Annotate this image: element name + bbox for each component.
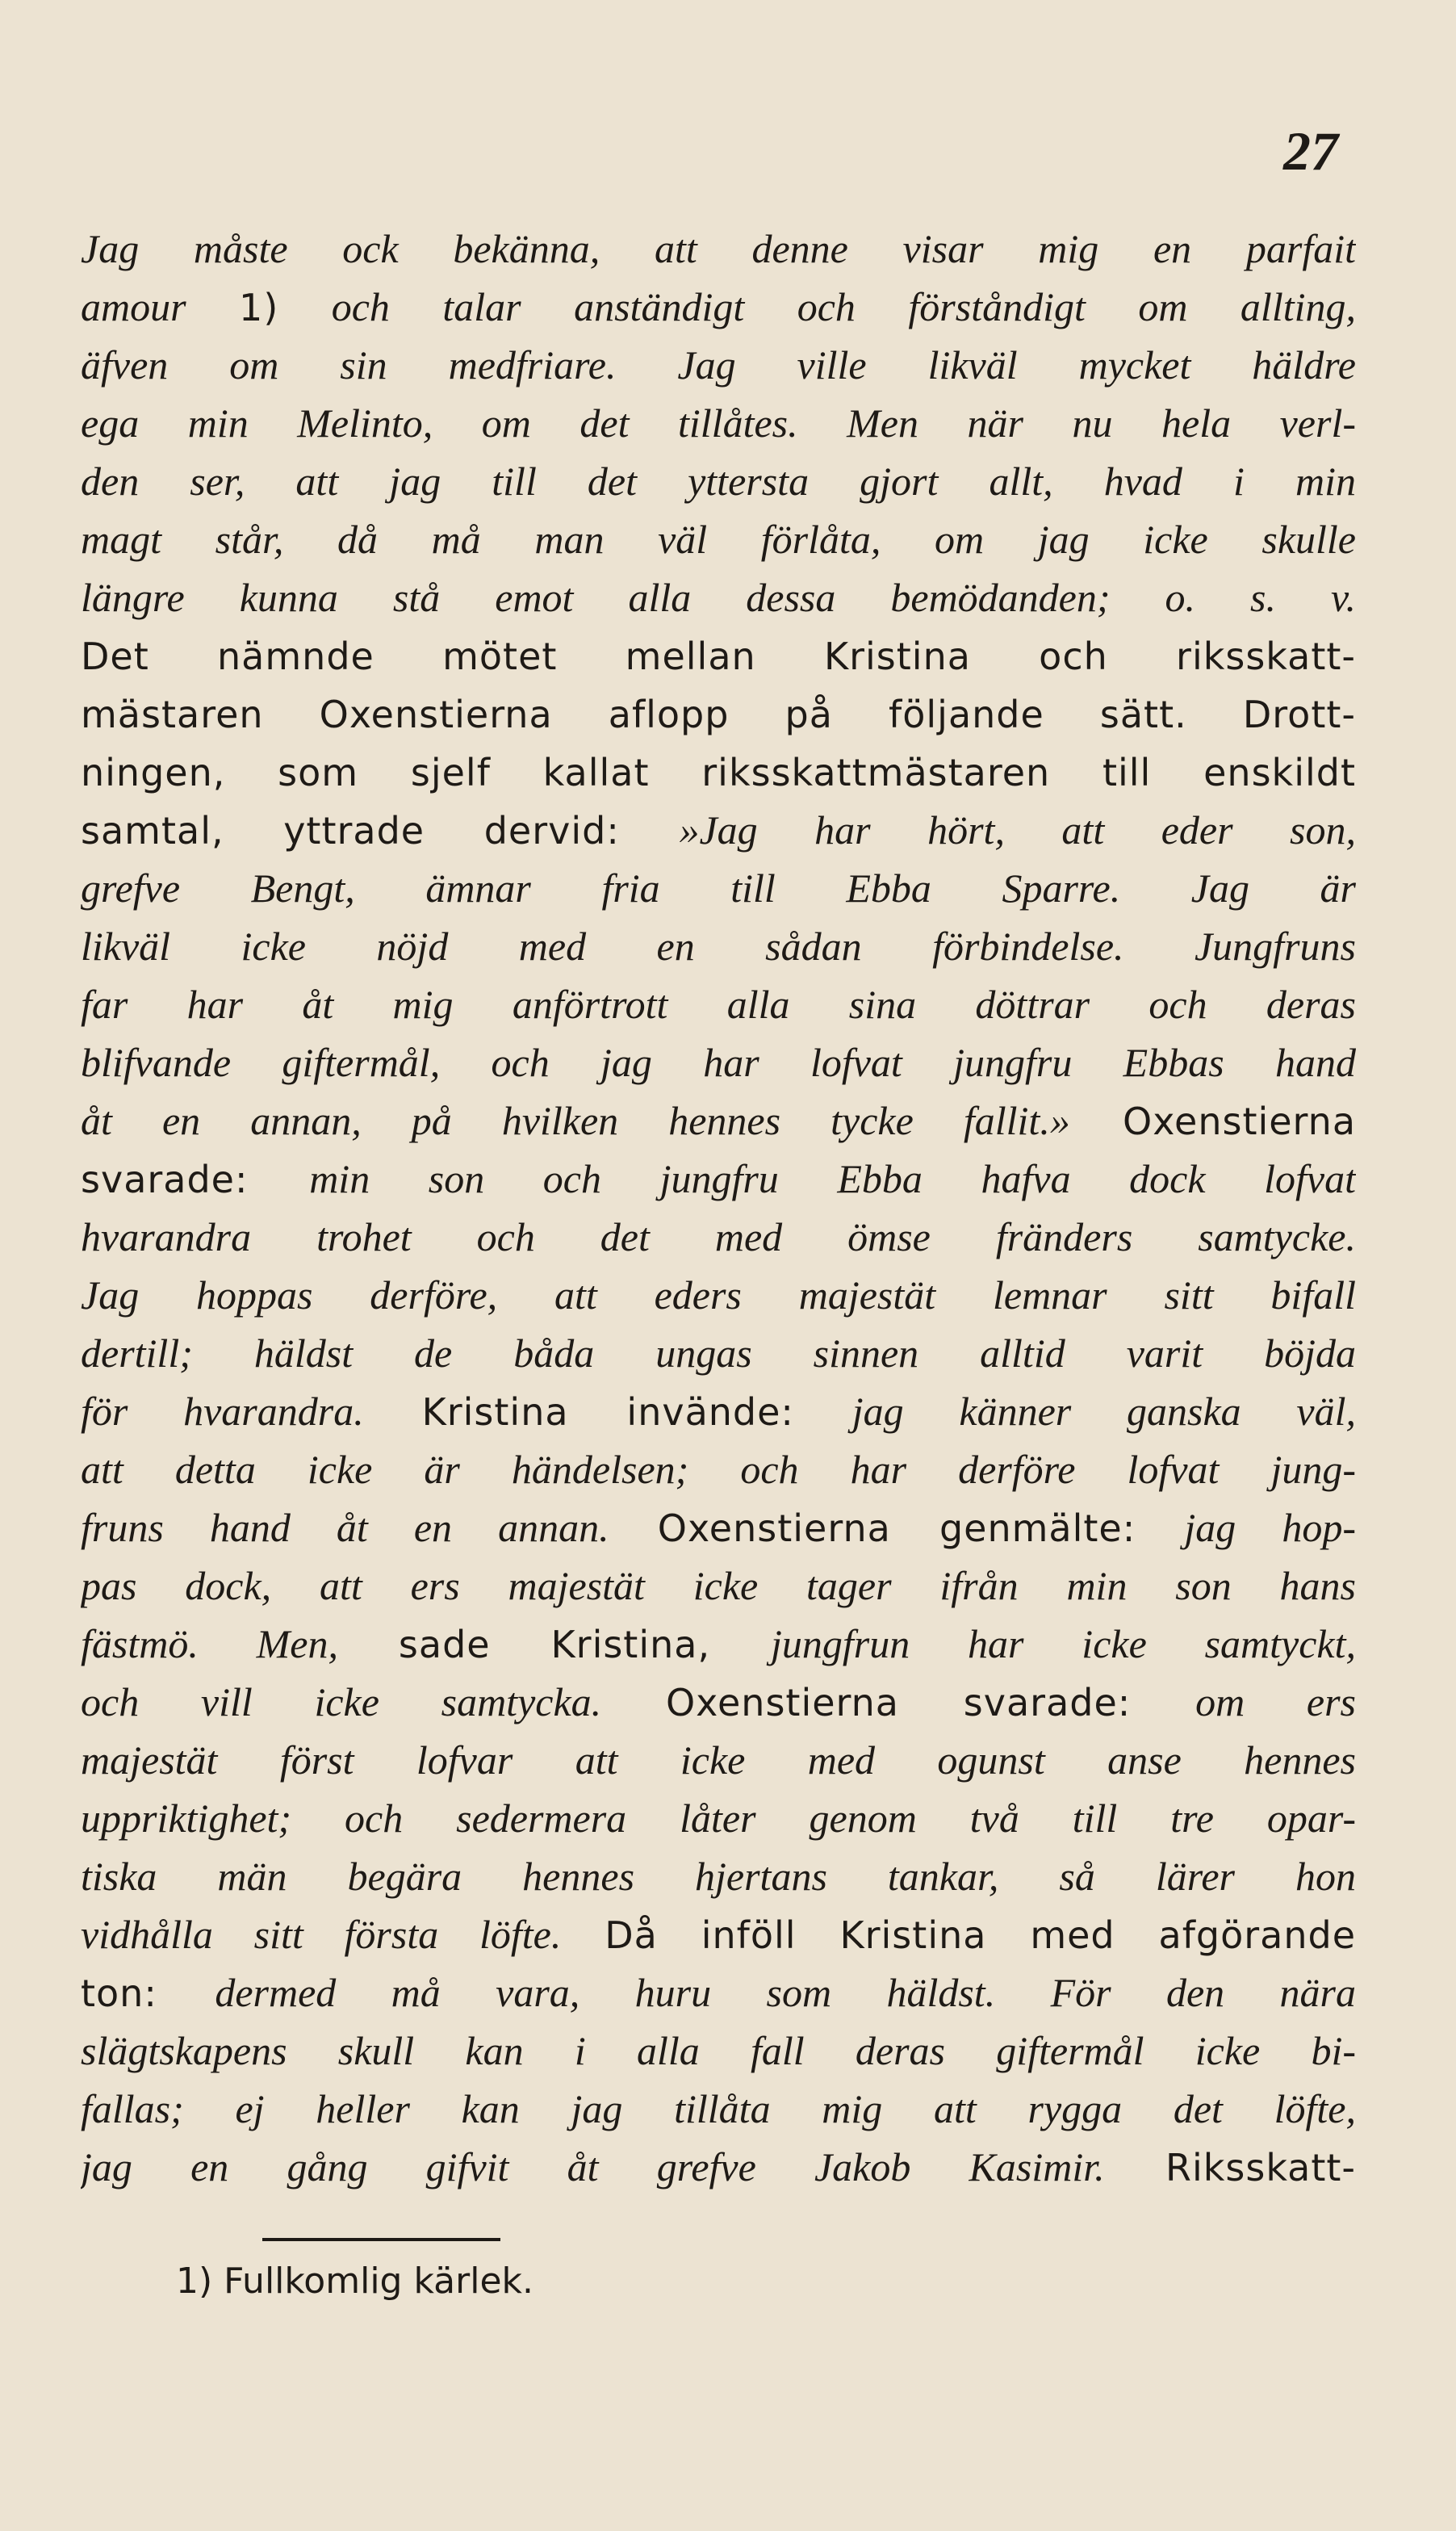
italic-text: dertill; häldst de båda ungas sinnen alltid varit böjda [81,1330,1356,1376]
italic-text: magt står, då må man väl förlåta, om jag icke skulle [81,517,1356,562]
italic-text: jag hop- [1184,1505,1356,1550]
text-line [81,276,1356,337]
roman-text: Då inföll Kristina med afgörande [561,1913,1356,1957]
text-line [81,1787,1356,1849]
text-line [81,1497,1356,1558]
text-line [81,392,1356,454]
text-line [81,567,1356,628]
italic-text: dermed må vara, huru som häldst. För den nära [215,1970,1356,2015]
text-line [81,974,1356,1035]
roman-text: samtal, yttrade dervid: [81,809,680,853]
roman-text: mästaren Oxenstierna aflopp på följande sätt. Drott- [81,693,1356,736]
text-line [81,2020,1356,2081]
text-line [81,2136,1356,2198]
text-line [81,857,1356,919]
italic-text: åt en annan, på hvilken hennes tycke fallit.» [81,1098,1070,1143]
text-line [81,334,1356,396]
italic-text: och talar anständigt och förståndigt om allting, [278,284,1356,329]
footnote-marker: 1) [176,2261,213,2302]
text-line [81,625,1356,686]
italic-text: »Jag har hört, att eder son, [679,807,1356,853]
roman-text: sade Kristina, [338,1623,772,1666]
italic-text: slägtskapens skull kan i alla fall deras giftermål icke bi- [81,2028,1356,2073]
text-line [81,1613,1356,1674]
italic-text: för hvarandra. [81,1389,364,1434]
roman-text: ton: [81,1972,215,2015]
italic-text: uppriktighet; och sedermera låter genom två till tre opar- [81,1796,1356,1841]
text-line [81,741,1356,802]
text-line [81,916,1356,977]
body-text [81,218,1356,2196]
text-line [81,1439,1356,1500]
text-line [81,1904,1356,1965]
text-line [81,1264,1356,1326]
italic-text: fallas; ej heller kan jag tillåta mig att rygga det löfte, [81,2086,1356,2131]
italic-text: jungfrun har icke samtyckt, [771,1621,1356,1666]
roman-text: Oxenstierna genmälte: [609,1506,1185,1550]
italic-text: tiska män begära hennes hjertans tankar, så lärer hon [81,1854,1356,1899]
text-line [81,2078,1356,2139]
italic-text: jag känner ganska väl, [851,1389,1356,1434]
text-line [81,1671,1356,1733]
roman-text: 1) [239,286,279,329]
page-number: 27 [1283,120,1338,182]
italic-text: jag en gång gifvit åt grefve Jakob Kasimir. [81,2144,1105,2189]
footnote-text: Fullkomlig kärlek. [212,2261,533,2302]
italic-text: den ser, att jag till det yttersta gjort allt, hvad i min [81,459,1356,504]
italic-text: amour [81,284,240,329]
roman-text: svarade: [81,1158,310,1201]
roman-text: Kristina invände: [363,1390,852,1434]
italic-text: grefve Bengt, ämnar fria till Ebba Sparre. Jag är [81,865,1356,911]
italic-text: far har åt mig anförtrott alla sina döttrar och deras [81,982,1356,1027]
footnote-rule [262,2238,500,2241]
text-line [81,1090,1356,1151]
roman-text: Det nämnde mötet mellan Kristina och riksskatt- [81,635,1356,678]
text-line [81,1846,1356,1907]
italic-text: majestät först lofvar att icke med ogunst anse hennes [81,1737,1356,1783]
italic-text: hvarandra trohet och det med ömse fränders samtycke. [81,1214,1356,1259]
italic-text: vidhålla sitt första löfte. [81,1912,562,1957]
text-line [81,1555,1356,1616]
italic-text: min son och jungfru Ebba hafva dock lofvat [309,1156,1356,1201]
italic-text: att detta icke är händelsen; och har derföre lofvat jung- [81,1447,1356,1492]
text-line [81,1032,1356,1093]
italic-text: pas dock, att ers majestät icke tager ifrån min son hans [81,1563,1356,1608]
roman-text: Oxenstierna [1069,1100,1356,1143]
italic-text: likväl icke nöjd med en sådan förbindelse. Jungfruns [81,924,1356,969]
footnote [176,2261,533,2302]
roman-text: Oxenstierna svarade: [601,1681,1196,1724]
text-line [81,1322,1356,1384]
italic-text: äfven om sin medfriare. Jag ville likväl mycket häldre [81,342,1356,388]
italic-text: längre kunna stå emot alla dessa bemödanden; o. s. v. [81,575,1356,620]
text-line [81,683,1356,744]
italic-text: fruns hand åt en annan. [81,1505,609,1550]
text-line [81,218,1356,279]
italic-text: fästmö. Men, [81,1621,338,1666]
text-line [81,1729,1356,1791]
text-line [81,509,1356,570]
text-line [81,1962,1356,2023]
italic-text: Jag hoppas derföre, att eders majestät lemnar sitt bifall [81,1272,1356,1318]
text-line [81,1381,1356,1442]
italic-text: och vill icke samtycka. [81,1679,602,1724]
text-line [81,1206,1356,1268]
italic-text: blifvande giftermål, och jag har lofvat jungfru Ebbas hand [81,1040,1356,1085]
italic-text: om ers [1195,1679,1356,1724]
text-line [81,450,1356,512]
roman-text: ningen, som sjelf kallat riksskattmästaren till enskildt [81,751,1356,794]
italic-text: Jag måste ock bekänna, att denne visar mig en parfait [81,226,1356,271]
roman-text: Riksskatt- [1104,2146,1356,2189]
text-line [81,1148,1356,1209]
text-line [81,799,1356,861]
italic-text: ega min Melinto, om det tillåtes. Men när nu hela verl- [81,400,1356,446]
